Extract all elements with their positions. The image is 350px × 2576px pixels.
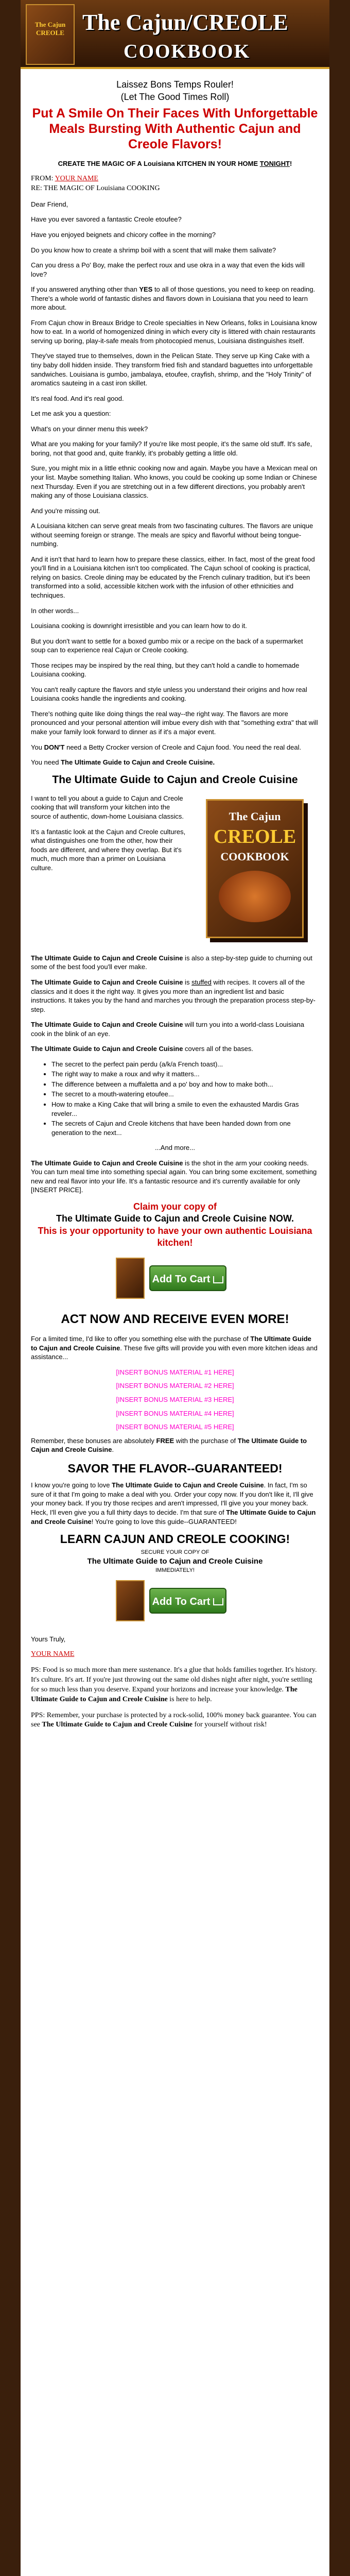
letter-paragraph: Have you enjoyed beignets and chicory coffee in the morning? xyxy=(31,231,216,239)
list-item: • The difference between a muffaletta and a po' boy and how to make both... xyxy=(51,1080,319,1089)
bonus-item: [INSERT BONUS MATERIAL #5 HERE] xyxy=(116,1423,234,1431)
ps-text: PS: Food is so much more than mere sustenance. It's a glue that holds families together. It's history. It's culture. It's art. If you're just throwing out the same old dishes night after night, you're settling for so much less than you deserve. Expand your horizons and increase your knowledge. The Ultimate Guide to Cajun and Creole Cuisine is here to help. xyxy=(31,1666,317,1703)
header-title: The Cajun/CREOLE xyxy=(82,10,288,35)
bonus-remember: Remember, these bonuses are absolutely FREE with the purchase of The Ultimate Guide to Cajun and Creole Cuisine. xyxy=(31,1436,307,1454)
letter-paragraph: But you don't want to settle for a boxed gumbo mix or a recipe on the back of a supermarket soup can to experience real Cajun or Creole cooking. xyxy=(31,637,303,654)
letter-paragraph: Do you know how to create a shrimp boil with a scent that will make them salivate? xyxy=(31,246,276,254)
list-item: • The secret to the perfect pain perdu (a/k/a French toast)... xyxy=(51,1060,319,1069)
bonus-item: [INSERT BONUS MATERIAL #2 HERE] xyxy=(116,1382,234,1390)
guide-paragraph: The Ultimate Guide to Cajun and Creole Cuisine is also a step-by-step guide to churning out some of the best food you'll ever make. xyxy=(31,954,312,971)
letter-paragraph: From Cajun chow in Breaux Bridge to Creole specialties in New Orleans, folks in Louisiana know how to eat. In a world of homogenized dining in which every city is littered with chain restaurants serving up boring, play-it-safe meals from photocopied menus, Louisiana distinguishes itself. xyxy=(31,318,317,345)
letter-header xyxy=(31,174,319,194)
guide-paragraph: The Ultimate Guide to Cajun and Creole Cuisine is stuffed with recipes. It covers all of the classics and it does it the right way. It gives you more than an ingredient list and basic instructions. It takes you by the hand and marches you through the preparation process step-by-step. xyxy=(31,978,316,1013)
letter-paragraph-need: You need The Ultimate Guide to Cajun and Creole Cuisine. xyxy=(31,758,215,767)
letter-paragraph: It's real food. And it's real good. xyxy=(31,394,124,402)
list-item: • The secrets of Cajun and Creole kitchens that have been handed down from one generation to the next... xyxy=(51,1119,319,1137)
book-cover-food-image xyxy=(219,871,291,922)
guide-paragraph: I want to tell you about a guide to Cajun and Creole cooking that will transform your kitchen into the source of authentic, down-home Louisiana classics. xyxy=(31,794,184,820)
guarantee-heading: SAVOR THE FLAVOR--GUARANTEED! xyxy=(67,1461,283,1475)
book-cover-line-1: The Cajun xyxy=(229,809,281,823)
guide-heading: The Ultimate Guide to Cajun and Creole Cuisine xyxy=(52,773,298,786)
guarantee-text: I know you're going to love The Ultimate Guide to Cajun and Creole Cuisine. In fact, I'm so sure of it that I'm going to make a deal with you. Order your copy now. If you don't like it, I'll give your money back. If you try those recipes and aren't impressed, I'll give you your money back. Heck, I'll even give you a full thirty days to decide. I'm that sure of The Ultimate Guide to Cajun and Creole Cuisine! You're going to love this guide--GUARANTEED! xyxy=(31,1481,316,1526)
cart-icon xyxy=(213,1276,223,1283)
from-name: YOUR NAME xyxy=(55,175,98,183)
add-to-cart-button[interactable]: Add To Cart xyxy=(149,1265,226,1291)
header-banner xyxy=(21,0,329,69)
immediately-label: IMMEDIATELY! xyxy=(155,1567,195,1573)
guide-book-image xyxy=(196,794,319,948)
bonus-intro: For a limited time, I'd like to offer you something else with the purchase of The Ultimate Guide to Cajun and Creole Cuisine. These five gifts will provide you with even more kitchen ideas and assistance... xyxy=(31,1335,318,1361)
secure-title: The Ultimate Guide to Cajun and Creole Cuisine xyxy=(87,1556,263,1566)
add-to-cart-button-2[interactable]: Add To Cart xyxy=(149,1588,226,1614)
learn-heading: LEARN CAJUN AND CREOLE COOKING! xyxy=(60,1532,290,1546)
letter-paragraph: You can't really capture the flavors and style unless you understand their origins and how real Louisiana cooks handle the ingredients and cooking. xyxy=(31,685,307,703)
guide-paragraph: The Ultimate Guide to Cajun and Creole Cuisine covers all of the bases. xyxy=(31,1045,254,1053)
add-to-cart-block xyxy=(116,1255,234,1304)
add-to-cart-block-2 xyxy=(116,1578,234,1626)
letter-paragraph-dont: You DON'T need a Betty Crocker version of Creole and Cajun food. You need the real deal. xyxy=(31,743,302,751)
letter-paragraph: What's on your dinner menu this week? xyxy=(31,425,148,433)
letter-paragraph: Those recipes may be inspired by the real thing, but they can't hold a candle to homemade Louisiana cooking. xyxy=(31,661,300,679)
letter-paragraph: They've stayed true to themselves, down in the Pelican State. They serve up King Cake with a tiny baby doll hidden inside. They transform fried fish and standard baguettes into unforgettable sandwiches. Louisiana is gumbo, jambalaya, etoufee, crayfish, shrimp, and the "Holy Trinity" of aromatics sauteing in a cast iron skillet. xyxy=(31,352,313,387)
bonus-heading: ACT NOW AND RECEIVE EVEN MORE! xyxy=(61,1312,289,1327)
letter-paragraph: Sure, you might mix in a little ethnic cooking now and again. Maybe you have a Mexican meal on your list. Maybe something Italian. Who knows, you could be cooking up some Indian or Chinese next Thursday. Even if you are stretching out in a few different directions, you probably aren't making any of those Louisiana classics. xyxy=(31,464,318,500)
bonus-item: [INSERT BONUS MATERIAL #1 HERE] xyxy=(116,1368,234,1376)
create-magic-line: CREATE THE MAGIC OF A Louisiana KITCHEN IN YOUR HOME TONIGHT! xyxy=(58,159,292,167)
yours-truly: Yours Truly, xyxy=(31,1635,66,1643)
and-more: ...And more... xyxy=(154,1144,196,1152)
welcome-line-1: Laissez Bons Temps Rouler! xyxy=(116,79,234,90)
main-content xyxy=(21,69,329,1730)
guide-paragraph: The Ultimate Guide to Cajun and Creole Cuisine is the shot in the arm your cooking needs. You can turn meal time into something special again. You can bring some excitement, something new and real flavor into your life. It's a fantastic resource and it's currently available for only [INSERT PRICE]. xyxy=(31,1159,317,1194)
header-book-image xyxy=(26,4,75,65)
letter-paragraph: There's nothing quite like doing things the real way--the right way. The flavors are more pronounced and your personal attention will imbue every dish with that "something extra" that will make your family look forward to dinner as if it's a major event. xyxy=(31,709,318,736)
guide-paragraph: It's a fantastic look at the Cajun and Creole cultures, what distinguishes one from the other, how their foods are different, and where they overlap. But it's much, much more than a primer on Louisiana culture. xyxy=(31,827,186,872)
letter-paragraph: And it isn't that hard to learn how to prepare these classics, either. In fact, most of the great food you'll find in a Louisiana kitchen isn't too complicated. The Cajun school of cooking is practical, relying on basics. Creole dining may be educated by the French culinary tradition, but it's been transformed into a solid, accessible kitchen work with the infusion of other ethnicities and techniques. xyxy=(31,555,315,599)
header-book-title: The Cajun CREOLE xyxy=(34,21,66,37)
page xyxy=(21,0,329,2576)
tonight-text: TONIGHT xyxy=(259,159,290,167)
letter-paragraph-yes: If you answered anything other than YES to all of those questions, you need to keep on reading. There's a whole world of fantastic dishes and flavors down in Louisiana that you need to learn more about. xyxy=(31,285,316,312)
list-item: • How to make a King Cake that will bring a smile to even the exhausted Mardis Gras reveler... xyxy=(51,1100,319,1118)
cart-book-image xyxy=(116,1258,145,1299)
letter-paragraph: Louisiana cooking is downright irresistible and you can learn how to do it. xyxy=(31,622,247,630)
welcome-line-2: (Let The Good Times Roll) xyxy=(120,92,230,103)
book-cover-line-3: COOKBOOK xyxy=(220,850,289,863)
secure-label: SECURE YOUR COPY OF xyxy=(141,1549,209,1555)
bonus-item: [INSERT BONUS MATERIAL #4 HERE] xyxy=(116,1409,234,1417)
greeting: Dear Friend, xyxy=(31,200,68,208)
re-line: RE: THE MAGIC OF Louisiana COOKING xyxy=(31,184,160,193)
letter-paragraph: What are you making for your family? If you're like most people, it's the same old stuff. It's safe, boring, not that good and, quite frankly, it's probably getting a little old. xyxy=(31,440,312,457)
letter-paragraph: In other words... xyxy=(31,606,79,615)
from-line: FROM: YOUR NAME xyxy=(31,175,98,183)
letter-paragraph: A Louisiana kitchen can serve great meals from two fascinating cultures. The flavors are unique without seeming foreign or strange. The meals are spicy and flavorful without being tongue-numbing. xyxy=(31,522,313,548)
claim-heading: Claim your copy of The Ultimate Guide to Cajun and Creole Cuisine NOW. This is your opportunity to have your own authentic Louisiana kitchen! xyxy=(38,1201,312,1248)
bonus-item: [INSERT BONUS MATERIAL #3 HERE] xyxy=(116,1396,234,1403)
list-item: • The right way to make a roux and why it matters... xyxy=(51,1070,319,1079)
feature-list xyxy=(31,1060,319,1137)
cart-icon xyxy=(213,1598,223,1605)
main-headline: Put A Smile On Their Faces With Unforgettable Meals Bursting With Authentic Cajun and Creole Flavors! xyxy=(32,106,318,151)
letter-paragraph: And you're missing out. xyxy=(31,506,100,515)
letter-paragraph: Can you dress a Po' Boy, make the perfect roux and use okra in a way that even the kids will love? xyxy=(31,261,305,278)
book-cover-line-2: CREOLE xyxy=(213,825,296,848)
letter-paragraph: Let me ask you a question: xyxy=(31,410,111,418)
cart-book-image xyxy=(116,1580,145,1621)
book-cover xyxy=(206,799,304,938)
guide-paragraph: The Ultimate Guide to Cajun and Creole Cuisine will turn you into a world-class Louisiana cook in the blink of an eye. xyxy=(31,1021,304,1038)
pps-text: PPS: Remember, your purchase is protected by a rock-solid, 100% money back guarantee. You can see The Ultimate Guide to Cajun and Creole Cuisine for yourself without risk! xyxy=(31,1711,317,1729)
header-subtitle: COOKBOOK xyxy=(124,41,251,62)
letter-paragraph: Have you ever savored a fantastic Creole etoufee? xyxy=(31,215,182,224)
list-item: • The secret to a mouth-watering etoufee... xyxy=(51,1090,319,1099)
signature-name: YOUR NAME xyxy=(31,1650,75,1658)
